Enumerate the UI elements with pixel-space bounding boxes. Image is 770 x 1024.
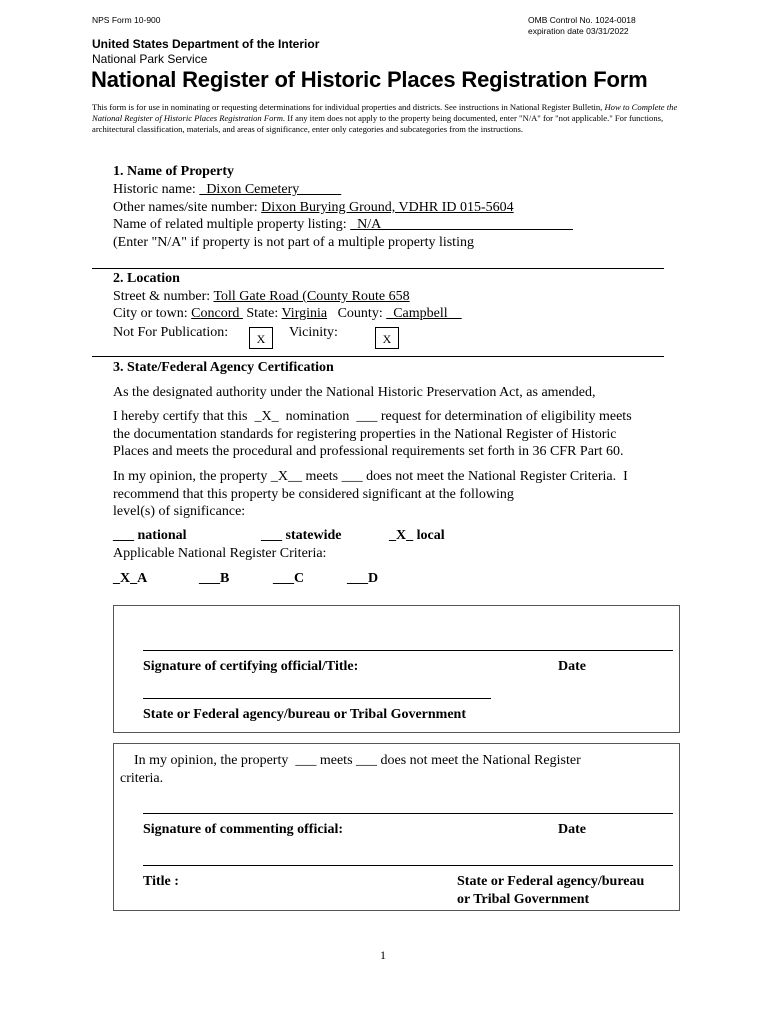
- omb-block: [528, 15, 636, 37]
- commenting-title-label: Title :: [143, 874, 179, 889]
- related-listing-row: [113, 217, 573, 233]
- vicinity-label: Vicinity:: [289, 325, 338, 340]
- level-local-row[interactable]: [389, 528, 445, 544]
- vicinity-checkbox[interactable]: X: [375, 327, 399, 349]
- criteria-label: Applicable National Register Criteria:: [113, 546, 327, 561]
- comment-opinion-line-2: criteria.: [120, 771, 164, 786]
- certifying-agency-label: State or Federal agency/bureau or Tribal Government: [143, 707, 467, 722]
- expiration-date: expiration date 03/31/2022: [528, 26, 629, 36]
- divider: [92, 356, 664, 357]
- level-national[interactable]: ___ national: [113, 528, 187, 543]
- level-local-label: local: [413, 528, 445, 543]
- city-row: [113, 306, 462, 322]
- county-label: County:: [327, 306, 387, 321]
- level-local-mark: _X_: [389, 528, 414, 543]
- city-label: City or town:: [113, 306, 192, 321]
- intro-bulletin-title: How to Complete the National Register of Historic Places Registration Form.: [92, 102, 678, 123]
- intro-line-2: If any item does not apply to the property being documented, enter: [285, 113, 517, 123]
- commenting-agency-line-1: State or Federal agency/bureau: [457, 874, 645, 889]
- intro-line-3: "N/A" for "not applicable." For functions, architectural classification, materials, and areas of significance, enter only categories and subcategories: [92, 113, 664, 134]
- certify-line-2: the documentation standards for registering properties in the National Register of Historic: [113, 427, 617, 442]
- criteria-b[interactable]: ___B: [199, 571, 230, 586]
- not-for-publication-label: Not For Publication:: [113, 325, 229, 340]
- level-statewide[interactable]: ___ statewide: [261, 528, 342, 543]
- commenting-date-label: Date: [558, 822, 586, 837]
- street-row: [113, 289, 410, 305]
- historic-name-value[interactable]: Dixon Cemetery: [199, 182, 342, 197]
- state-value[interactable]: Virginia: [281, 306, 328, 321]
- intro-line-1: This form is for use in nominating or requesting determinations for individual properties and districts. See instructions in National Register Bulletin,: [92, 102, 603, 112]
- other-names-value[interactable]: Dixon Burying Ground, VDHR ID 015-5604: [261, 200, 514, 215]
- certify-line-3: Places and meets the procedural and professional requirements set forth in 36 CFR Part 60.: [113, 444, 624, 459]
- street-value[interactable]: Toll Gate Road (County Route 658: [213, 289, 410, 304]
- related-listing-label: Name of related multiple property listing:: [113, 217, 351, 232]
- authority-statement: As the designated authority under the National Historic Preservation Act, as amended,: [113, 385, 596, 400]
- criteria-a[interactable]: _X_A: [113, 571, 148, 586]
- state-label: State:: [242, 306, 282, 321]
- criteria-d[interactable]: ___D: [347, 571, 379, 586]
- city-value[interactable]: Concord: [191, 306, 243, 321]
- historic-name-row: [113, 182, 341, 198]
- related-listing-value[interactable]: N/A: [350, 217, 574, 232]
- commenting-title-line[interactable]: [143, 865, 673, 866]
- certifying-signature-label: Signature of certifying official/Title:: [143, 659, 359, 674]
- commenting-signature-label: Signature of commenting official:: [143, 822, 343, 837]
- commenting-agency-line-2: or Tribal Government: [457, 892, 590, 907]
- opinion-line-2: recommend that this property be considered significant at the following: [113, 487, 514, 502]
- certifying-agency-line[interactable]: [143, 698, 491, 699]
- section-2-heading: 2. Location: [113, 271, 180, 286]
- intro-instructions: [92, 102, 684, 135]
- agency-name: National Park Service: [92, 52, 208, 66]
- page-title: National Register of Historic Places Registration Form: [91, 67, 648, 92]
- opinion-line-3: level(s) of significance:: [113, 504, 246, 519]
- page-number: 1: [380, 948, 386, 962]
- divider: [92, 268, 664, 269]
- certify-line-1: I hereby certify that this _X_ nomination ___ request for determination of eligibility meets: [113, 409, 632, 424]
- street-label: Street & number:: [113, 289, 214, 304]
- omb-control-number: OMB Control No. 1024-0018: [528, 15, 636, 25]
- other-names-row: [113, 200, 514, 216]
- not-for-publication-checkbox[interactable]: X: [249, 327, 273, 349]
- section-3-heading: 3. State/Federal Agency Certification: [113, 360, 334, 375]
- other-names-label: Other names/site number:: [113, 200, 262, 215]
- department-name: United States Department of the Interior: [92, 37, 320, 51]
- certifying-signature-line[interactable]: [143, 650, 673, 651]
- commenting-signature-line[interactable]: [143, 813, 673, 814]
- related-listing-note: (Enter "N/A" if property is not part of a multiple property listing: [113, 235, 474, 250]
- opinion-line-1: In my opinion, the property _X__ meets ___ does not meet the National Register Criteria. I: [113, 469, 628, 484]
- section-1-heading: 1. Name of Property: [113, 164, 235, 179]
- county-value[interactable]: Campbell: [386, 306, 462, 321]
- form-number: NPS Form 10-900: [92, 15, 161, 25]
- comment-opinion-line-1: In my opinion, the property ___ meets ___ does not meet the National Register: [120, 753, 581, 768]
- intro-line-4: from the instructions.: [449, 124, 523, 134]
- criteria-c[interactable]: ___C: [273, 571, 305, 586]
- certifying-date-label: Date: [558, 659, 586, 674]
- historic-name-label: Historic name:: [113, 182, 200, 197]
